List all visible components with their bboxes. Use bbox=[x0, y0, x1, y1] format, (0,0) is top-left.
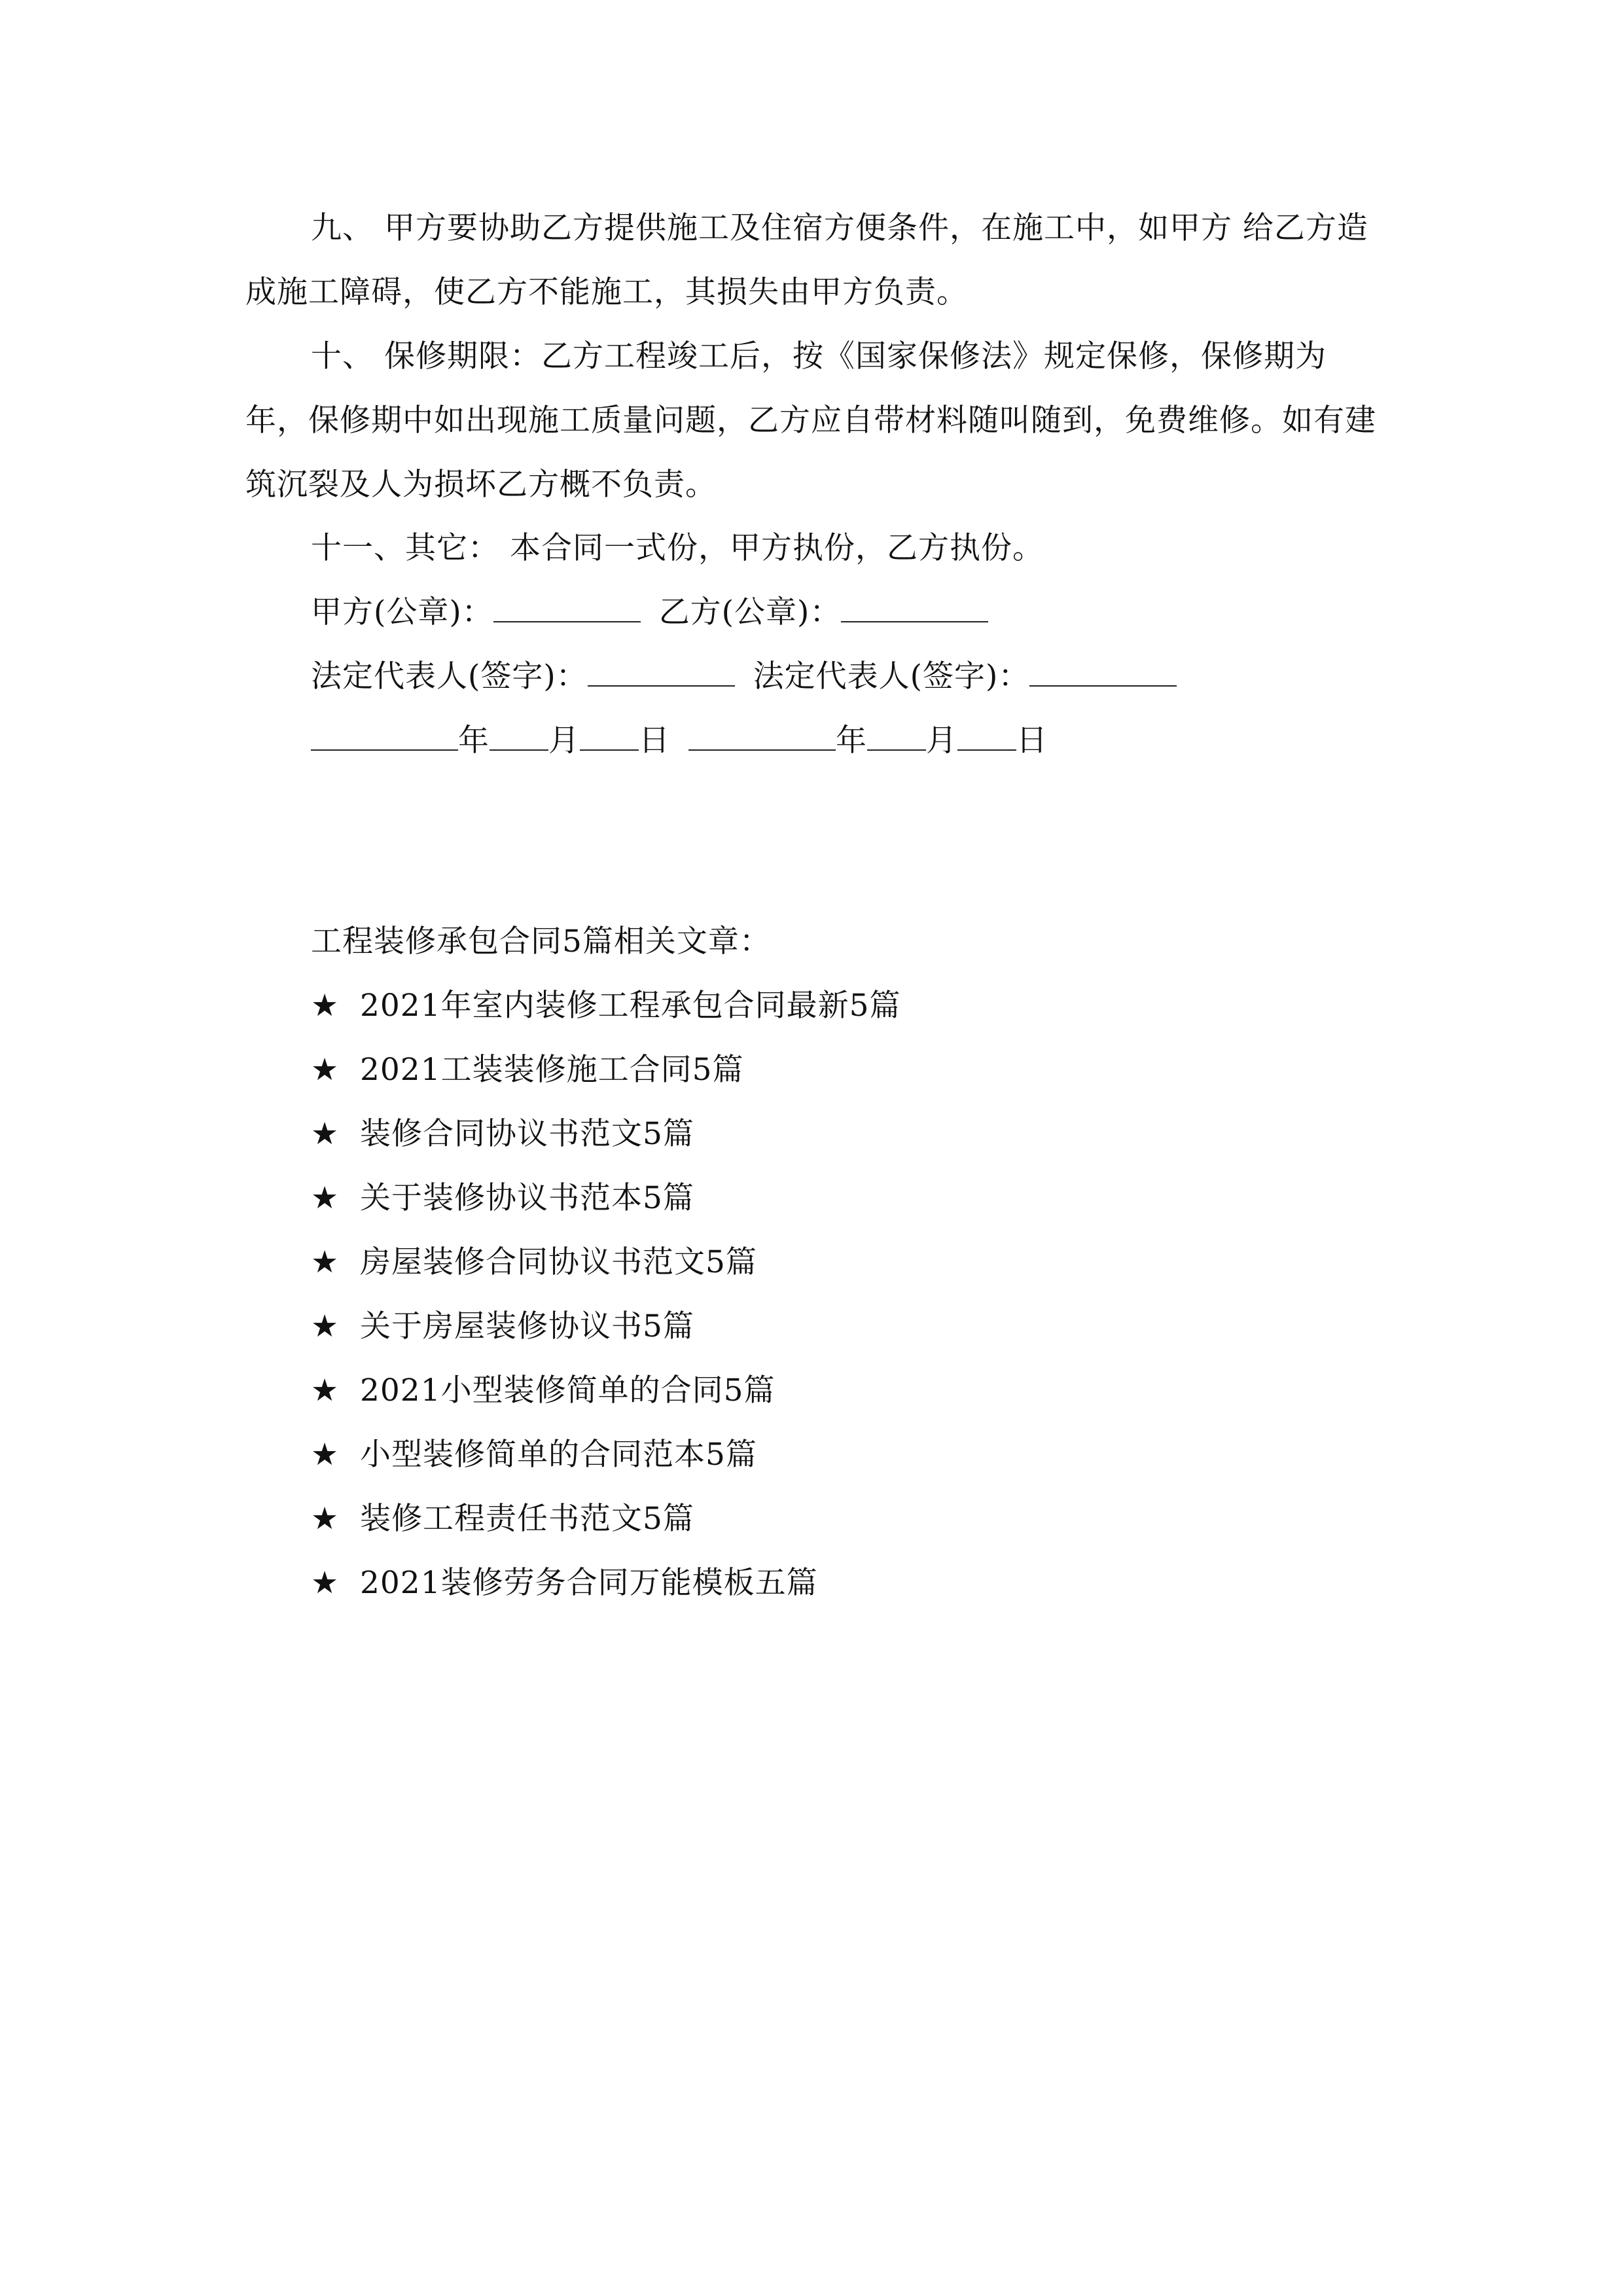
party-b-year-blank bbox=[688, 719, 836, 751]
party-a-rep-blank bbox=[588, 655, 735, 687]
related-link-text[interactable]: 2021工装装修施工合同5篇 bbox=[360, 1052, 744, 1088]
related-link[interactable] bbox=[311, 1487, 901, 1551]
related-link[interactable] bbox=[311, 1166, 901, 1230]
clause-nine bbox=[245, 196, 1378, 325]
star-icon: ★ bbox=[311, 1116, 340, 1152]
star-icon: ★ bbox=[311, 1244, 340, 1280]
star-icon: ★ bbox=[311, 1180, 340, 1216]
related-articles bbox=[311, 910, 901, 1615]
related-link-text[interactable]: 小型装修简单的合同范本5篇 bbox=[360, 1437, 757, 1473]
party-b-month-blank bbox=[867, 719, 926, 751]
clause-eleven bbox=[311, 529, 1044, 568]
star-icon: ★ bbox=[311, 1052, 340, 1088]
related-heading: 工程装修承包合同5篇相关文章： bbox=[311, 924, 771, 960]
related-link-text[interactable]: 装修工程责任书范文5篇 bbox=[360, 1501, 694, 1537]
clause-eleven-text: 十一、其它： 本合同一式份，甲方执份，乙方执份。 bbox=[311, 530, 1044, 566]
party-a-rep-label: 法定代表人(签字)： bbox=[311, 658, 588, 694]
representative-line bbox=[311, 655, 1177, 696]
party-a-day-label: 日 bbox=[639, 723, 670, 759]
related-link[interactable] bbox=[311, 1038, 901, 1102]
related-link[interactable] bbox=[311, 1295, 901, 1359]
related-link-text[interactable]: 2021装修劳务合同万能模板五篇 bbox=[360, 1565, 818, 1601]
party-a-seal-label: 甲方(公章)： bbox=[311, 594, 493, 630]
seal-line bbox=[311, 591, 988, 632]
star-icon: ★ bbox=[311, 988, 340, 1024]
party-a-day-blank bbox=[580, 719, 639, 751]
related-link[interactable] bbox=[311, 1102, 901, 1166]
related-link-text[interactable]: 关于装修协议书范本5篇 bbox=[360, 1180, 694, 1216]
party-b-day-blank bbox=[957, 719, 1016, 751]
party-a-seal-blank bbox=[493, 591, 641, 622]
related-link[interactable] bbox=[311, 1423, 901, 1487]
related-link[interactable] bbox=[311, 1230, 901, 1295]
related-link-text[interactable]: 2021小型装修简单的合同5篇 bbox=[360, 1372, 776, 1408]
related-link[interactable] bbox=[311, 1551, 901, 1615]
party-a-year-label: 年 bbox=[458, 723, 490, 759]
party-b-seal-blank bbox=[841, 591, 988, 622]
related-link[interactable] bbox=[311, 1359, 901, 1423]
party-a-month-blank bbox=[490, 719, 548, 751]
party-b-month-label: 月 bbox=[926, 723, 957, 759]
party-b-rep-label: 法定代表人(签字)： bbox=[753, 658, 1030, 694]
clause-ten bbox=[245, 325, 1378, 517]
party-a-year-blank bbox=[311, 719, 458, 751]
clause-nine-text: 九、 甲方要协助乙方提供施工及住宿方便条件，在施工中，如甲方 给乙方造成施工障碍，使乙方不能施工，其损失由甲方负责。 bbox=[245, 210, 1368, 310]
star-icon: ★ bbox=[311, 1372, 340, 1408]
date-line bbox=[311, 719, 1048, 761]
star-icon: ★ bbox=[311, 1437, 340, 1473]
party-b-rep-blank bbox=[1029, 655, 1177, 687]
related-link[interactable] bbox=[311, 974, 901, 1038]
related-link-text[interactable]: 房屋装修合同协议书范文5篇 bbox=[360, 1244, 757, 1280]
party-b-seal-label: 乙方(公章)： bbox=[658, 594, 842, 630]
party-a-month-label: 月 bbox=[548, 723, 580, 759]
party-b-year-label: 年 bbox=[836, 723, 867, 759]
related-link-text[interactable]: 2021年室内装修工程承包合同最新5篇 bbox=[360, 988, 901, 1024]
party-b-day-label: 日 bbox=[1016, 723, 1048, 759]
star-icon: ★ bbox=[311, 1565, 340, 1601]
related-link-text[interactable]: 关于房屋装修协议书5篇 bbox=[360, 1308, 694, 1344]
related-link-text[interactable]: 装修合同协议书范文5篇 bbox=[360, 1116, 694, 1152]
star-icon: ★ bbox=[311, 1308, 340, 1344]
clause-ten-text: 十、 保修期限：乙方工程竣工后，按《国家保修法》规定保修，保修期为年，保修期中如出现施工质量问题，乙方应自带材料随叫随到，免费维修。如有建筑沉裂及人为损坏乙方概不负责。 bbox=[245, 338, 1376, 503]
star-icon: ★ bbox=[311, 1501, 340, 1537]
